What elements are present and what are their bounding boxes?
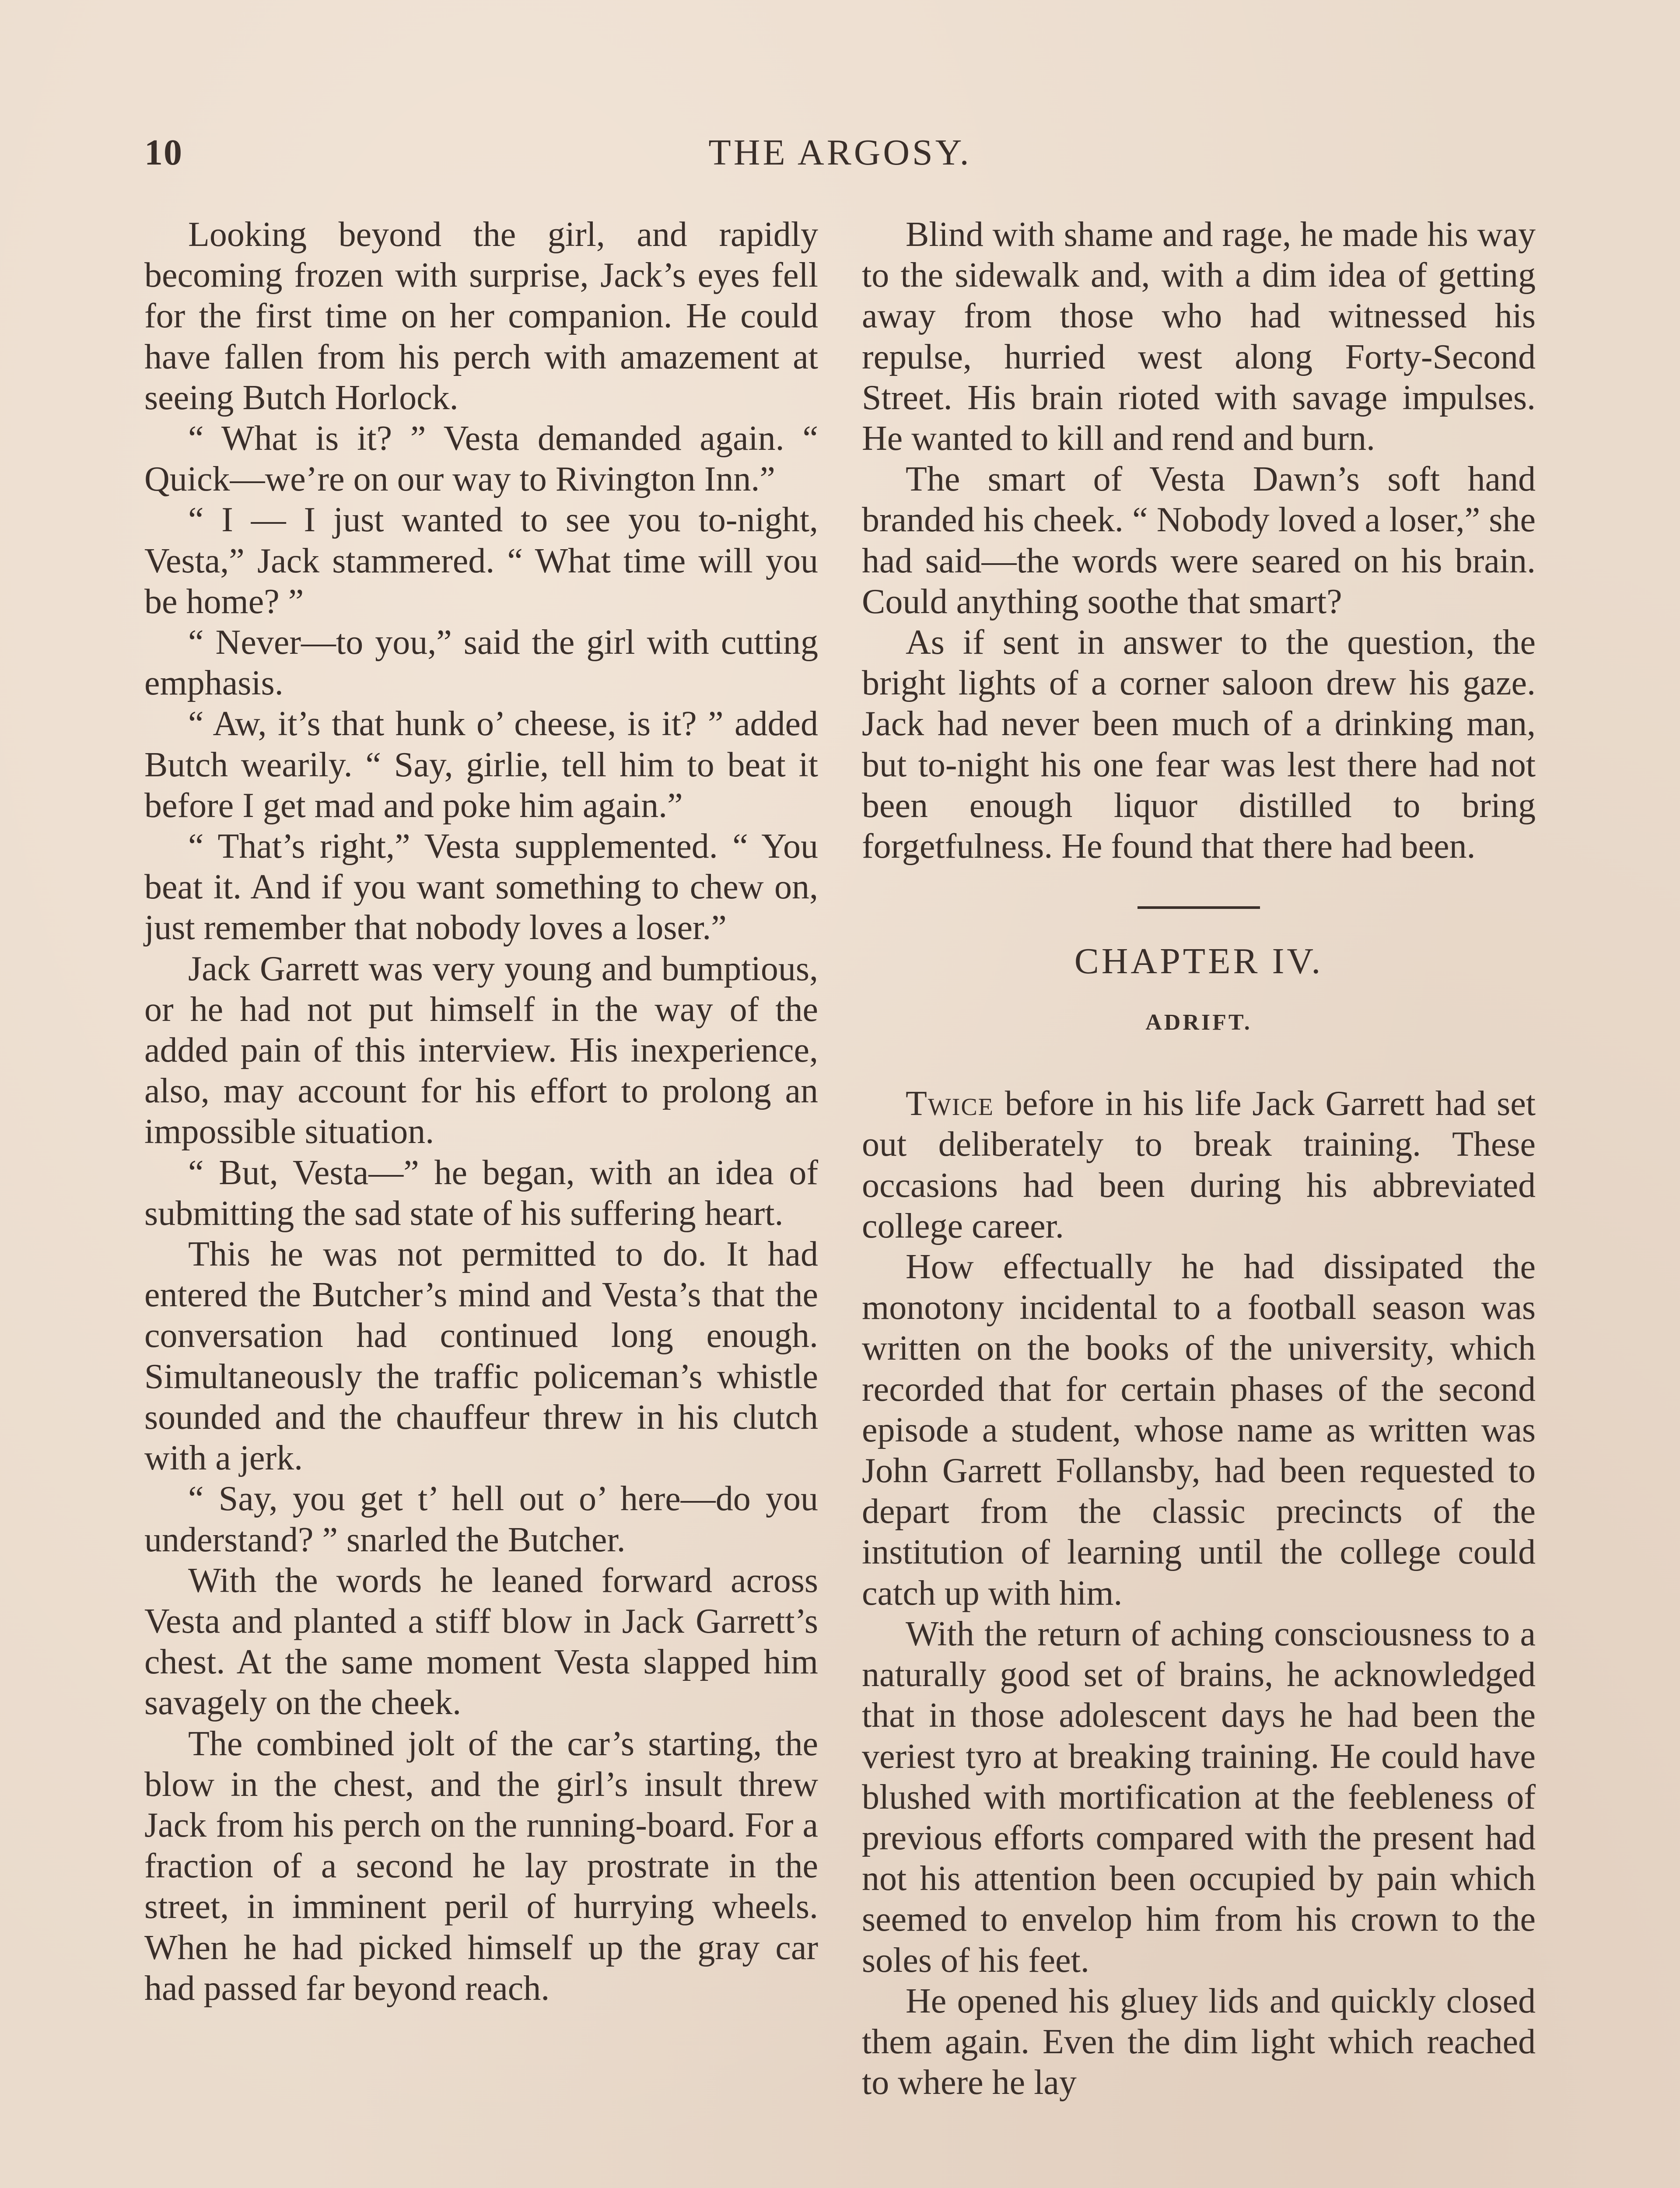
left-column	[144, 214, 818, 2009]
paragraph: As if sent in answer to the question, the bright lights of a corner saloon drew his gaze. Jack had never been much of a drinking man, but to-night his one fear was lest there had not been enough liquor distilled to bring forgetfulness. He found that there had been.	[862, 623, 1536, 866]
paragraph: “ I — I just wanted to see you to-night, Vesta,” Jack stammered. “ What time will you be home? ”	[144, 501, 818, 621]
paragraph: With the words he leaned forward across Vesta and planted a stiff blow in Jack Garrett’s chest. At the same moment Vesta slapped him savagely on the cheek.	[144, 1561, 818, 1722]
paragraph: How effectually he had dissipated the monotony incidental to a football season was written on the books of the university, which recorded that for certain phases of the second episode a student, whose name as written was John Garrett Follansby, had been requested to depart from the classic precincts of the institution of learning until the college could catch up with him.	[862, 1248, 1536, 1613]
paragraph: “ But, Vesta—” he began, with an idea of submitting the sad state of his suffering heart.	[144, 1153, 818, 1233]
paragraph: “ Never—to you,” said the girl with cutting emphasis.	[144, 623, 818, 703]
lead-paragraph-text: before in his life Jack Garrett had set out deliberately to break training. These occasions had been during his abbreviated college career.	[862, 1084, 1536, 1245]
paragraph: The smart of Vesta Dawn’s soft hand branded his cheek. “ Nobody loved a loser,” she had said—the words were seared on his brain. Could anything soothe that smart?	[862, 460, 1536, 621]
chapter-subtitle: ADRIFT.	[1145, 1010, 1252, 1035]
paragraph: Looking beyond the girl, and rapidly becoming frozen with surprise, Jack’s eyes fell for the first time on her companion. He could have fallen from his perch with amazement at seeing Butch Horlock.	[144, 215, 818, 417]
chapter-opening-paragraph	[862, 1083, 1536, 1247]
running-head: THE ARGOSY.	[708, 132, 972, 173]
chapter-title: CHAPTER IV.	[1074, 941, 1323, 982]
paragraph: “ Say, you get t’ hell out o’ here—do you understand? ” snarled the Butcher.	[144, 1480, 818, 1559]
paragraph: The combined jolt of the car’s starting, the blow in the chest, and the girl’s insult threw Jack from his perch on the running-board. For a fraction of a second he lay prostrate in the street, in imminent peril of hurrying wheels. When he had picked himself up the gray car had passed far beyond reach.	[144, 1724, 818, 2008]
page-header	[144, 127, 1536, 184]
page-number: 10	[144, 132, 183, 173]
paragraph: “ That’s right,” Vesta supplemented. “ You beat it. And if you want something to chew on, just remember that nobody loves a loser.”	[144, 827, 818, 947]
lead-word: Twice	[906, 1084, 994, 1123]
right-column	[862, 214, 1536, 2103]
paragraph: With the return of aching consciousness to a naturally good set of brains, he acknowledged that in those adolescent days he had been the veriest tyro at breaking training. He could have blushed with mortification at the feebleness of previous efforts compared with the present had not his attention been occupied by pain which seemed to envelop him from his crown to the soles of his feet.	[862, 1614, 1536, 1980]
paragraph: He opened his gluey lids and quickly closed them again. Even the dim light which reached to where he lay	[862, 1981, 1536, 2102]
paragraph: This he was not permitted to do. It had entered the Butcher’s mind and Vesta’s that the conversation had continued long enough. Simultaneously the traffic policeman’s whistle sounded and the chauffeur threw in his clutch with a jerk.	[144, 1235, 818, 1478]
paragraph: Jack Garrett was very young and bumptious, or he had not put himself in the way of the added pain of this interview. His inexperience, also, may account for his effort to prolong an impossible situation.	[144, 949, 818, 1151]
paragraph: “ What is it? ” Vesta demanded again. “ Quick—we’re on our way to Rivington Inn.”	[144, 419, 818, 499]
paragraph: Blind with shame and rage, he made his way to the sidewalk and, with a dim idea of getting away from those who had witnessed his repulse, hurried west along Forty-Second Street. His brain rioted with savage impulses. He wanted to kill and rend and burn.	[862, 215, 1536, 458]
paragraph: “ Aw, it’s that hunk o’ cheese, is it? ” added Butch wearily. “ Say, girlie, tell him to beat it before I get mad and poke him again.”	[144, 705, 818, 825]
section-divider	[1138, 906, 1260, 909]
